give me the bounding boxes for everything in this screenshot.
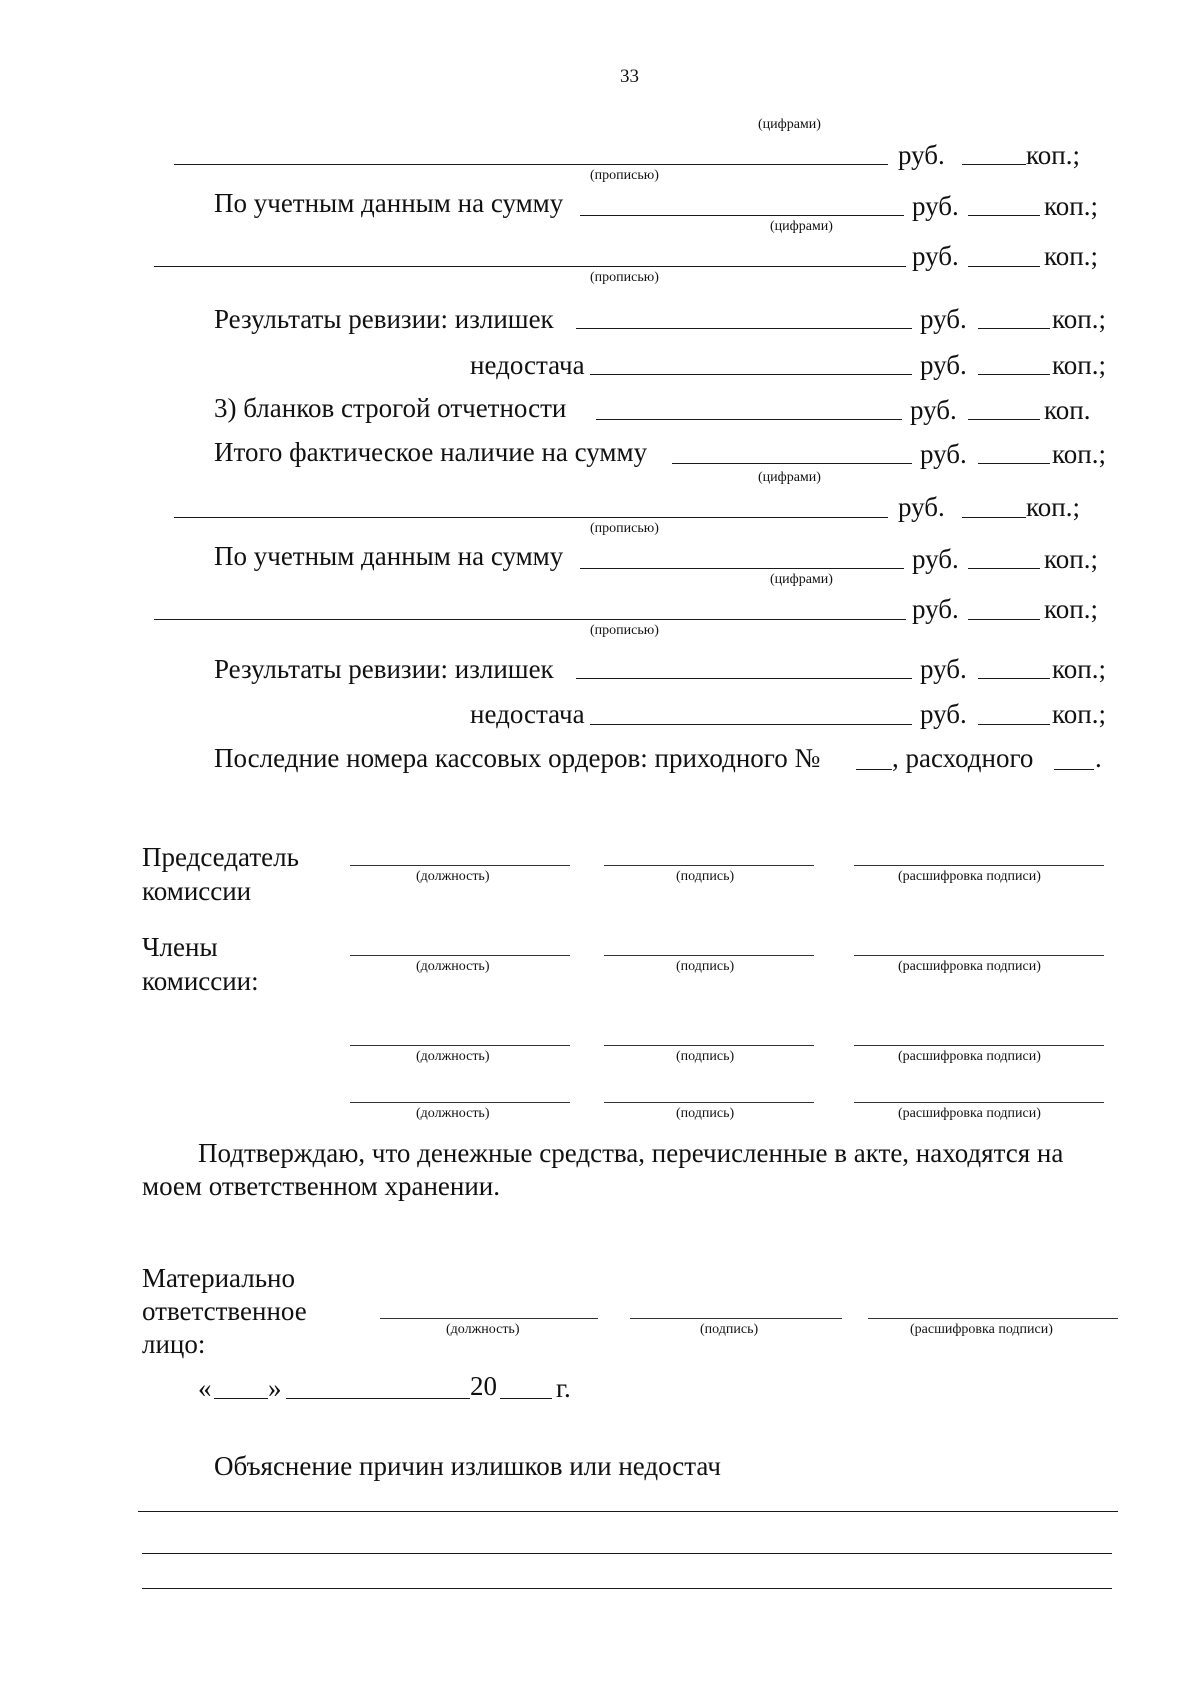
rub-label: руб. — [910, 395, 957, 425]
shortage-label: недостача — [470, 350, 585, 380]
rub-label: руб. — [898, 140, 945, 170]
responsible-signature-line[interactable] — [630, 1318, 842, 1319]
date-month-line[interactable] — [286, 1398, 470, 1399]
caption-rasshifrovka: (расшифровка подписи) — [910, 1322, 1053, 1337]
rub-label: руб. — [912, 241, 959, 271]
strict-forms-label: 3) бланков строгой отчетности — [214, 393, 567, 423]
kop-label: коп.; — [1052, 699, 1106, 729]
rub-label: руб. — [920, 439, 967, 469]
kop-label: коп.; — [1044, 241, 1098, 271]
confirmation-text: Подтверждаю, что денежные средства, перечисленные в акте, находятся на — [198, 1138, 1064, 1168]
caption-podpis: (подпись) — [700, 1322, 759, 1337]
kop-label: коп.; — [1044, 594, 1098, 624]
kop-line[interactable] — [962, 517, 1026, 518]
caption-podpis: (подпись) — [676, 869, 735, 884]
kop-line[interactable] — [978, 724, 1050, 725]
kop-line[interactable] — [962, 164, 1026, 165]
members-label: комиссии: — [142, 966, 259, 996]
kop-label: коп. — [1044, 395, 1091, 425]
kop-line[interactable] — [968, 568, 1040, 569]
member-signature-line[interactable] — [604, 1045, 814, 1046]
kop-line[interactable] — [978, 463, 1050, 464]
explanation-line[interactable] — [138, 1511, 1118, 1512]
kop-line[interactable] — [968, 619, 1040, 620]
caption-propisyu: (прописью) — [590, 168, 659, 183]
shortage-label: недостача — [470, 699, 585, 729]
caption-tsiframi: (цифрами) — [770, 219, 833, 234]
members-label: Члены — [142, 932, 218, 962]
caption-tsiframi: (цифрами) — [770, 572, 833, 587]
amount-words-line[interactable] — [174, 517, 888, 518]
shortage-line[interactable] — [590, 724, 912, 725]
caption-propisyu: (прописью) — [590, 270, 659, 285]
caption-dolzhnost: (должность) — [416, 869, 490, 884]
caption-propisyu: (прописью) — [590, 623, 659, 638]
amount-words-line[interactable] — [154, 619, 906, 620]
rub-label: руб. — [912, 594, 959, 624]
caption-tsiframi: (цифрами) — [758, 117, 821, 132]
kop-label: коп.; — [1052, 350, 1106, 380]
amount-words-line[interactable] — [154, 266, 906, 267]
accounting-sum-label: По учетным данным на сумму — [214, 541, 564, 571]
kop-line[interactable] — [968, 215, 1040, 216]
kop-line[interactable] — [968, 419, 1040, 420]
actual-total-label: Итого фактическое наличие на сумму — [214, 437, 648, 467]
actual-total-line[interactable] — [672, 463, 912, 464]
confirmation-text: моем ответственном хранении. — [142, 1171, 500, 1201]
amount-words-line[interactable] — [174, 164, 888, 165]
explanation-line[interactable] — [142, 1588, 1112, 1589]
caption-podpis: (подпись) — [676, 959, 735, 974]
kop-line[interactable] — [968, 266, 1040, 267]
surplus-label: Результаты ревизии: излишек — [214, 304, 554, 334]
kop-label: коп.; — [1026, 140, 1080, 170]
date-close-quote: » — [268, 1373, 282, 1403]
kop-label: коп.; — [1052, 304, 1106, 334]
surplus-line[interactable] — [576, 678, 912, 679]
chairman-name-line[interactable] — [854, 865, 1104, 866]
caption-rasshifrovka: (расшифровка подписи) — [898, 869, 1041, 884]
caption-dolzhnost: (должность) — [446, 1322, 520, 1337]
date-open-quote: « — [198, 1373, 212, 1403]
surplus-label: Результаты ревизии: излишек — [214, 654, 554, 684]
outgoing-order-label: , расходного — [892, 743, 1034, 773]
kop-line[interactable] — [978, 328, 1050, 329]
caption-rasshifrovka: (расшифровка подписи) — [898, 959, 1041, 974]
member-position-line[interactable] — [350, 1045, 570, 1046]
responsible-position-line[interactable] — [380, 1318, 598, 1319]
explanation-title: Объяснение причин излишков или недостач — [214, 1451, 721, 1481]
chairman-signature-line[interactable] — [604, 865, 814, 866]
rub-label: руб. — [920, 350, 967, 380]
outgoing-order-number-line[interactable] — [1054, 769, 1094, 770]
rub-label: руб. — [912, 544, 959, 574]
date-day-line[interactable] — [214, 1398, 268, 1399]
caption-dolzhnost: (должность) — [416, 1106, 490, 1121]
rub-label: руб. — [898, 492, 945, 522]
caption-propisyu: (прописью) — [590, 521, 659, 536]
chairman-label: Председатель — [142, 842, 299, 872]
strict-forms-line[interactable] — [596, 419, 902, 420]
caption-tsiframi: (цифрами) — [758, 470, 821, 485]
caption-podpis: (подпись) — [676, 1106, 735, 1121]
responsible-person-label: ответственное — [142, 1296, 307, 1326]
chairman-position-line[interactable] — [350, 865, 570, 866]
member-name-line[interactable] — [854, 1045, 1104, 1046]
responsible-person-label: лицо: — [142, 1329, 206, 1359]
rub-label: руб. — [920, 699, 967, 729]
last-orders-label: Последние номера кассовых ордеров: приходного № — [214, 743, 821, 773]
accounting-sum-line[interactable] — [580, 568, 904, 569]
chairman-label: комиссии — [142, 876, 252, 906]
responsible-name-line[interactable] — [868, 1318, 1118, 1319]
kop-label: коп.; — [1044, 544, 1098, 574]
member-signature-line[interactable] — [604, 1102, 814, 1103]
shortage-line[interactable] — [590, 374, 912, 375]
date-year-prefix: 20 — [470, 1371, 497, 1401]
period-mark: . — [1095, 743, 1102, 773]
surplus-line[interactable] — [576, 328, 912, 329]
member-position-line[interactable] — [350, 955, 570, 956]
explanation-line[interactable] — [142, 1553, 1112, 1554]
kop-label: коп.; — [1052, 439, 1106, 469]
rub-label: руб. — [920, 654, 967, 684]
accounting-sum-line[interactable] — [580, 215, 904, 216]
incoming-order-number-line[interactable] — [856, 769, 892, 770]
responsible-person-label: Материально — [142, 1263, 295, 1293]
kop-label: коп.; — [1026, 492, 1080, 522]
member-name-line[interactable] — [854, 1102, 1104, 1103]
kop-line[interactable] — [978, 678, 1050, 679]
kop-label: коп.; — [1044, 191, 1098, 221]
caption-rasshifrovka: (расшифровка подписи) — [898, 1049, 1041, 1064]
caption-dolzhnost: (должность) — [416, 959, 490, 974]
caption-podpis: (подпись) — [676, 1049, 735, 1064]
kop-line[interactable] — [978, 374, 1050, 375]
rub-label: руб. — [920, 304, 967, 334]
caption-dolzhnost: (должность) — [416, 1049, 490, 1064]
member-name-line[interactable] — [854, 955, 1104, 956]
page-number: 33 — [620, 66, 639, 87]
caption-rasshifrovka: (расшифровка подписи) — [898, 1106, 1041, 1121]
date-year-line[interactable] — [500, 1398, 552, 1399]
rub-label: руб. — [912, 191, 959, 221]
accounting-sum-label: По учетным данным на сумму — [214, 188, 564, 218]
kop-label: коп.; — [1052, 654, 1106, 684]
date-year-suffix: г. — [556, 1373, 571, 1403]
member-signature-line[interactable] — [604, 955, 814, 956]
member-position-line[interactable] — [350, 1102, 570, 1103]
